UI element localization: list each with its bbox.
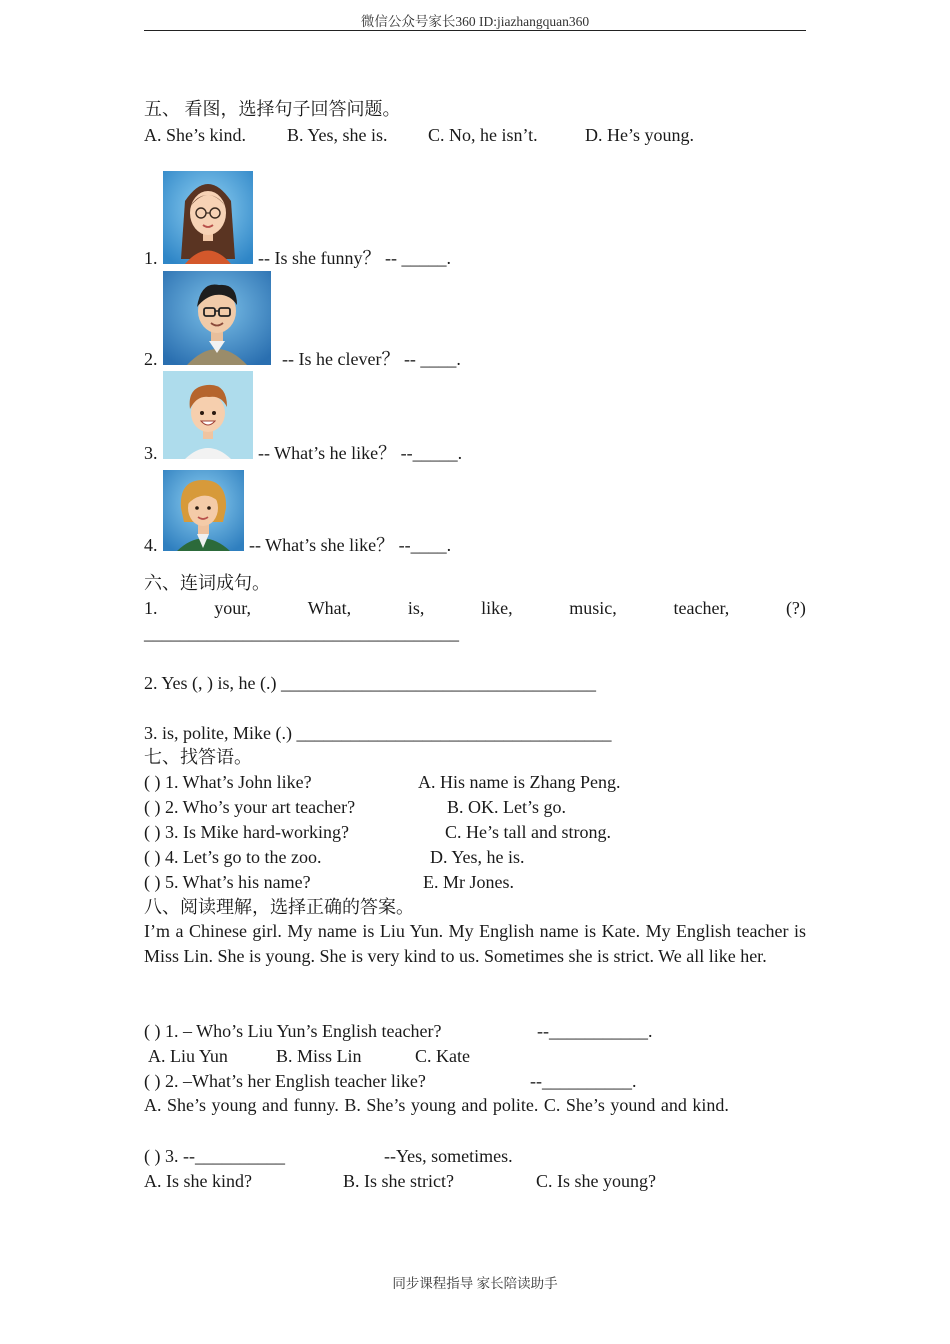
- section7-answer-d: D. Yes, he is.: [430, 847, 525, 867]
- section8-q3-reply: --Yes, sometimes.: [384, 1146, 513, 1166]
- man-with-glasses-picture: [163, 271, 271, 365]
- item1-number: 1.: [144, 248, 158, 268]
- section6-q1-words: [144, 596, 806, 620]
- q1-option-c: C. Kate: [415, 1046, 470, 1066]
- q1-word: your,: [214, 598, 251, 618]
- section7-question-3: ( ) 3. Is Mike hard-working?: [144, 822, 349, 842]
- section7-answer-b: B. OK. Let’s go.: [447, 797, 566, 817]
- q3-option-a: A. Is she kind?: [144, 1171, 252, 1191]
- section5-option-a: A. She’s kind.: [144, 125, 247, 145]
- section7-answer-e: E. Mr Jones.: [423, 872, 514, 892]
- q3-option-b: B. Is she strict?: [343, 1171, 454, 1191]
- q1-word: teacher,: [673, 598, 730, 618]
- q1-word: What,: [307, 598, 352, 618]
- item3-number: 3.: [144, 443, 158, 463]
- q1-word: music,: [569, 598, 617, 618]
- woman-with-glasses-picture: [163, 171, 253, 264]
- q3-option-c: C. Is she young?: [536, 1171, 656, 1191]
- section6-title: 六、连词成句。: [144, 573, 270, 593]
- section7-question-1: ( ) 1. What’s John like?: [144, 772, 312, 792]
- section6-q3: 3. is, polite, Mike (.) ___________________________________: [144, 723, 612, 743]
- item2-question: -- Is he clever？ -- ____.: [282, 349, 461, 369]
- section8-q2-blank: --__________.: [530, 1071, 637, 1091]
- q1-word: 1.: [144, 598, 158, 618]
- item3-question: -- What’s he like？ --_____.: [258, 443, 463, 463]
- section6-q1-answer-line: ___________________________________: [144, 623, 459, 643]
- section8-q1-blank: --___________.: [537, 1021, 653, 1041]
- section7-question-4: ( ) 4. Let’s go to the zoo.: [144, 847, 322, 867]
- section5-option-b: B. Yes, she is.: [287, 125, 388, 145]
- page-header: 微信公众号家长360 ID:jiazhangquan360: [360, 14, 590, 29]
- q2-options: A. She’s young and funny. B. She’s young and polite. C. She’s yound and kind.: [144, 1095, 729, 1115]
- q1-word: like,: [481, 598, 513, 618]
- q1-word: is,: [407, 598, 425, 618]
- item4-number: 4.: [144, 535, 158, 555]
- section7-question-5: ( ) 5. What’s his name?: [144, 872, 311, 892]
- section7-question-2: ( ) 2. Who’s your art teacher?: [144, 797, 356, 817]
- item2-number: 2.: [144, 349, 158, 369]
- page-footer: 同步课程指导 家长陪读助手: [392, 1276, 558, 1291]
- section8-q3: ( ) 3. --__________: [144, 1146, 285, 1166]
- q1-word: (?): [785, 598, 806, 618]
- boy-picture: [163, 371, 253, 459]
- item1-question: -- Is she funny？ -- _____.: [258, 248, 451, 268]
- item4-question: -- What’s she like？ --____.: [249, 535, 452, 555]
- section6-q2: 2. Yes (, ) is, he (.) ___________________________________: [144, 673, 596, 693]
- section7-answer-a: A. His name is Zhang Peng.: [418, 772, 621, 792]
- section7-title: 七、找答语。: [144, 747, 252, 767]
- header-rule: [144, 30, 806, 31]
- q1-option-a: A. Liu Yun: [148, 1046, 228, 1066]
- section8-q1: ( ) 1. – Who’s Liu Yun’s English teacher?: [144, 1021, 442, 1041]
- section8-q2: ( ) 2. –What’s her English teacher like?: [144, 1071, 426, 1091]
- woman-short-hair-picture: [163, 470, 244, 551]
- section7-answer-c: C. He’s tall and strong.: [445, 822, 611, 842]
- q1-option-b: B. Miss Lin: [276, 1046, 362, 1066]
- section5-title: 五、 看图，选择句子回答问题。: [144, 99, 401, 119]
- section5-option-c: C. No, he isn’t.: [428, 125, 538, 145]
- section8-title: 八、阅读理解，选择正确的答案。: [144, 897, 414, 917]
- reading-passage: I’m a Chinese girl. My name is Liu Yun. My English name is Kate. My English teacher is Miss Lin. She is young. She is very kind to us. Sometimes she is strict. We all like her.: [144, 921, 806, 966]
- section5-option-d: D. He’s young.: [585, 125, 694, 145]
